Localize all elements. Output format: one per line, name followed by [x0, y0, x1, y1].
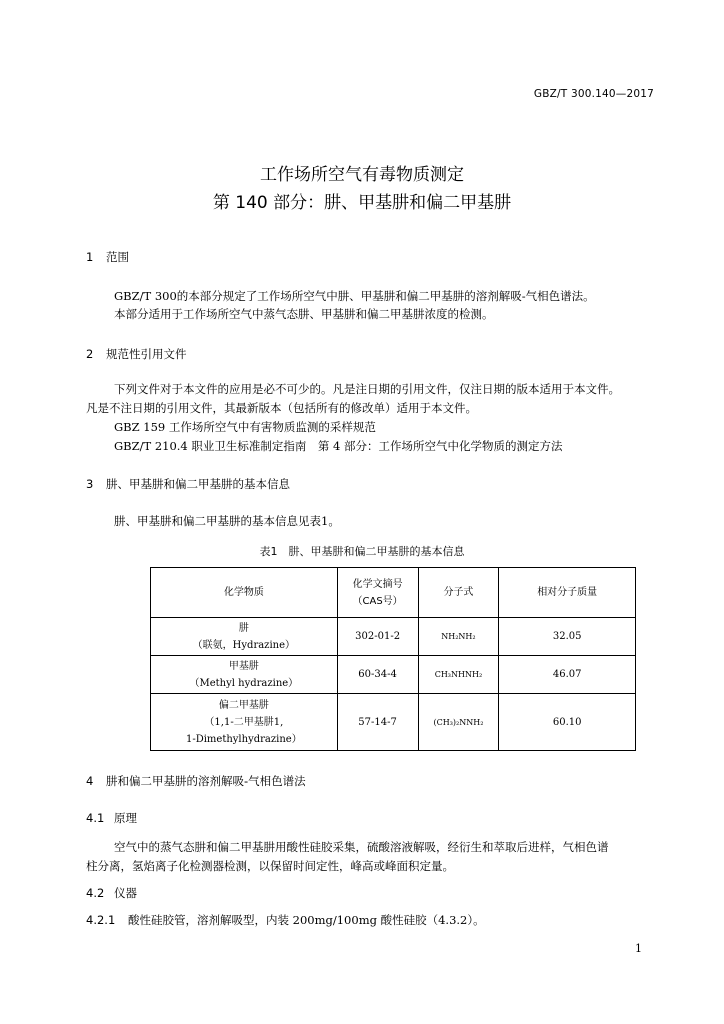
mass-cell: 60.10 — [499, 694, 636, 751]
subsection-4-1-heading — [86, 810, 137, 826]
section-number: 1 — [86, 250, 94, 264]
substance-alt-name-cont: 1-Dimethylhydrazine） — [185, 733, 302, 745]
substance-alt-name: （联氨，Hydrazine） — [192, 639, 296, 651]
clause-text: 酸性硅胶管，溶剂解吸型，内装 200mg/100mg 酸性硅胶（4.3.2）。 — [128, 913, 485, 927]
substance-alt-name: （Methyl hydrazine） — [189, 677, 299, 689]
subsection-number: 4.1 — [86, 811, 105, 825]
subsection-title: 仪器 — [114, 886, 137, 900]
table-row — [151, 694, 636, 751]
section-number: 2 — [86, 347, 94, 361]
substance-name: 偏二甲基肼 — [218, 699, 269, 711]
header-formula: 分子式 — [418, 568, 499, 618]
section-title: 范围 — [106, 250, 129, 264]
substance-name: 甲基肼 — [228, 660, 259, 672]
section-4-heading — [86, 773, 306, 789]
formula-cell: CH₃NHNH₂ — [418, 656, 499, 694]
clause-number: 4.2.1 — [86, 913, 116, 927]
basic-info-table — [150, 567, 636, 751]
standard-number: GBZ/T 300.140—2017 — [533, 88, 654, 100]
header-cas-line2: （CAS号） — [352, 595, 403, 607]
mass-cell: 46.07 — [499, 656, 636, 694]
table-caption: 表1 肼、甲基肼和偏二甲基肼的基本信息 — [259, 545, 465, 558]
section-number: 3 — [86, 477, 94, 491]
section-2-heading — [86, 346, 187, 362]
cas-cell: 60-34-4 — [337, 656, 418, 694]
formula-cell: NH₂NH₂ — [418, 618, 499, 656]
header-cas — [337, 568, 418, 618]
paragraph: GBZ/T 300的本部分规定了工作场所空气中肼、甲基肼和偏二甲基肼的溶剂解吸-气相色谱法。 — [114, 289, 595, 303]
paragraph: 本部分适用于工作场所空气中蒸气态肼、甲基肼和偏二甲基肼浓度的检测。 — [114, 307, 494, 321]
subsection-title: 原理 — [114, 811, 137, 825]
header-cas-line1: 化学文摘号 — [352, 578, 403, 590]
substance-cell — [151, 618, 338, 656]
paragraph: 肼、甲基肼和偏二甲基肼的基本信息见表1。 — [114, 514, 340, 528]
subsection-4-2-heading — [86, 885, 137, 901]
table-row — [151, 656, 636, 694]
document-subtitle: 第 140 部分：肼、甲基肼和偏二甲基肼 — [212, 193, 512, 213]
section-title: 规范性引用文件 — [106, 347, 187, 361]
substance-cell — [151, 656, 338, 694]
substance-cell — [151, 694, 338, 751]
reference-item: GBZ 159 工作场所空气中有害物质监测的采样规范 — [114, 420, 376, 434]
section-1-heading — [86, 249, 129, 265]
page-number: 1 — [635, 942, 642, 955]
substance-alt-name: （1,1-二甲基肼1, — [204, 716, 284, 728]
section-number: 4 — [86, 774, 94, 788]
mass-cell: 32.05 — [499, 618, 636, 656]
substance-name: 肼 — [238, 622, 249, 634]
subsection-number: 4.2 — [86, 886, 105, 900]
formula-cell: (CH₃)₂NNH₂ — [418, 694, 499, 751]
clause-4-2-1 — [86, 912, 485, 928]
paragraph: 空气中的蒸气态肼和偏二甲基肼用酸性硅胶采集，硫酸溶液解吸，经衍生和萃取后进样，气相色谱 — [114, 840, 609, 854]
section-title: 肼、甲基肼和偏二甲基肼的基本信息 — [106, 477, 290, 491]
cas-cell: 302-01-2 — [337, 618, 418, 656]
paragraph: 下列文件对于本文件的应用是必不可少的。凡是注日期的引用文件，仅注日期的版本适用于本文件。 — [114, 382, 620, 396]
cas-cell: 57-14-7 — [337, 694, 418, 751]
header-mass: 相对分子质量 — [499, 568, 636, 618]
section-3-heading — [86, 476, 290, 492]
table-header-row — [151, 568, 636, 618]
paragraph: 凡是不注日期的引用文件，其最新版本（包括所有的修改单）适用于本文件。 — [86, 401, 477, 415]
table-row — [151, 618, 636, 656]
section-title: 肼和偏二甲基肼的溶剂解吸-气相色谱法 — [106, 774, 306, 788]
document-title: 工作场所空气有毒物质测定 — [260, 165, 464, 185]
paragraph: 柱分离，氢焰离子化检测器检测，以保留时间定性，峰高或峰面积定量。 — [86, 859, 454, 873]
reference-item: GBZ/T 210.4 职业卫生标准制定指南 第 4 部分：工作场所空气中化学物质的测定方法 — [114, 439, 563, 453]
header-substance: 化学物质 — [151, 568, 338, 618]
